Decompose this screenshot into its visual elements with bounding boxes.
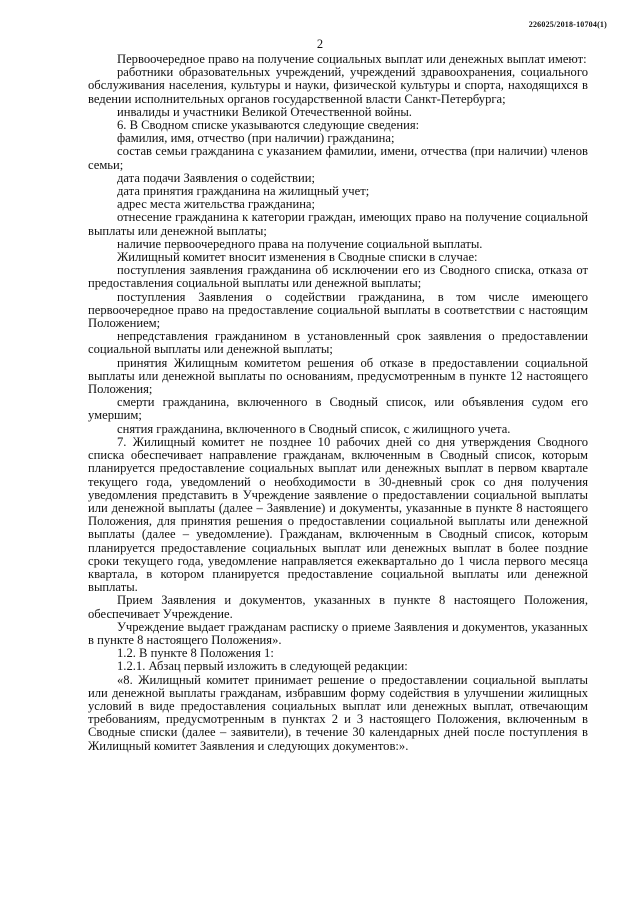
paragraph: отнесение гражданина к категории граждан, имеющих право на получение социальной выплаты или денежной выплаты;	[88, 210, 588, 238]
page-number: 2	[316, 37, 324, 51]
paragraph: дата принятия гражданина на жилищный учет;	[117, 184, 370, 199]
paragraph: дата подачи Заявления о содействии;	[117, 170, 315, 185]
paragraph: смерти гражданина, включенного в Сводный список, или объявления судом его умершим;	[88, 395, 588, 423]
registration-number: 226025/2018-10704(1)	[528, 20, 607, 29]
paragraph: принятия Жилищным комитетом решения об отказе в предоставлении социальной выплаты или денежной выплаты по основаниям, предусмотренным в пункте 12 настоящего Положения;	[88, 355, 588, 397]
paragraph: 7. Жилищный комитет не позднее 10 рабочих дней со дня утверждения Сводного списка обеспечивает направление гражданам, включенным в Сводный список, которым планируется предоставление социальных выплат или денежных выплат в первом квартале текущего года, уведомлений о необходимости в 30-дневный срок со дня получения уведомления представить в Учреждение заявление о предоставлении социальной выплаты или денежной выплаты (далее – Заявление) и документы, указанные в пункте 8 настоящего Положения, для принятия решения о предоставлении социальной выплаты или денежной выплаты (далее – уведомление). Гражданам, включенным в Сводный список, которым планируется предоставление социальных выплат или денежных выплат в более поздние сроки текущего года, уведомление направляется ежеквартально до 1 числа первого месяца квартала, в котором планируется предоставление социальной выплаты или денежной выплаты.	[88, 434, 588, 595]
paragraph: адрес места жительства гражданина;	[117, 197, 316, 212]
paragraph: Первоочередное право на получение социальных выплат или денежных выплат имеют:	[117, 52, 587, 66]
paragraph: «8. Жилищный комитет принимает решение о предоставлении социальной выплаты или денежной выплаты гражданам, избравшим форму содействия в улучшении жилищных условий в виде предоставления социальных выплат или денежных выплат, отвечающим требованиям, предусмотренным в пунктах 2 и 3 настоящего Положения, включенным в Сводные списки (далее – заявители), в течение 30 календарных дней после поступления в Жилищный комитет Заявления и следующих документов:».	[88, 672, 588, 753]
paragraph: 1.2. В пункте 8 Положения 1:	[117, 646, 274, 661]
paragraph: поступления Заявления о содействии гражданина, в том числе имеющего первоочередное право на предоставление социальной выплаты в соответствии с настоящим Положением;	[88, 289, 588, 331]
paragraph: фамилия, имя, отчество (при наличии) гражданина;	[117, 131, 395, 146]
paragraph: 1.2.1. Абзац первый изложить в следующей редакции:	[117, 659, 408, 674]
document-body	[88, 53, 588, 753]
paragraph: Прием Заявления и документов, указанных в пункте 8 настоящего Положения, обеспечивает Учреждение.	[88, 593, 588, 621]
paragraph: Учреждение выдает гражданам расписку о приеме Заявления и документов, указанных в пункте 8 настоящего Положения».	[88, 619, 588, 647]
paragraph: работники образовательных учреждений, учреждений здравоохранения, социального обслуживания населения, культуры и науки, физической культуры и спорта, находящихся в ведении исполнительных органов государственной власти Санкт-Петербурга;	[88, 65, 588, 106]
paragraph: снятия гражданина, включенного в Сводный список, с жилищного учета.	[117, 421, 511, 436]
paragraph: инвалиды и участники Великой Отечественной войны.	[117, 104, 412, 119]
paragraph: Жилищный комитет вносит изменения в Сводные списки в случае:	[117, 250, 478, 265]
paragraph: 6. В Сводном списке указываются следующие сведения:	[117, 118, 420, 133]
paragraph: наличие первоочередного права на получение социальной выплаты.	[117, 236, 483, 251]
paragraph: поступления заявления гражданина об исключении его из Сводного списка, отказа от предоставления социальной выплаты или денежной выплаты;	[88, 263, 588, 291]
paragraph: непредставления гражданином в установленный срок заявления о предоставлении социальной выплаты или денежной выплаты;	[88, 329, 588, 357]
paragraph: состав семьи гражданина с указанием фамилии, имени, отчества (при наличии) членов семьи;	[88, 144, 588, 172]
